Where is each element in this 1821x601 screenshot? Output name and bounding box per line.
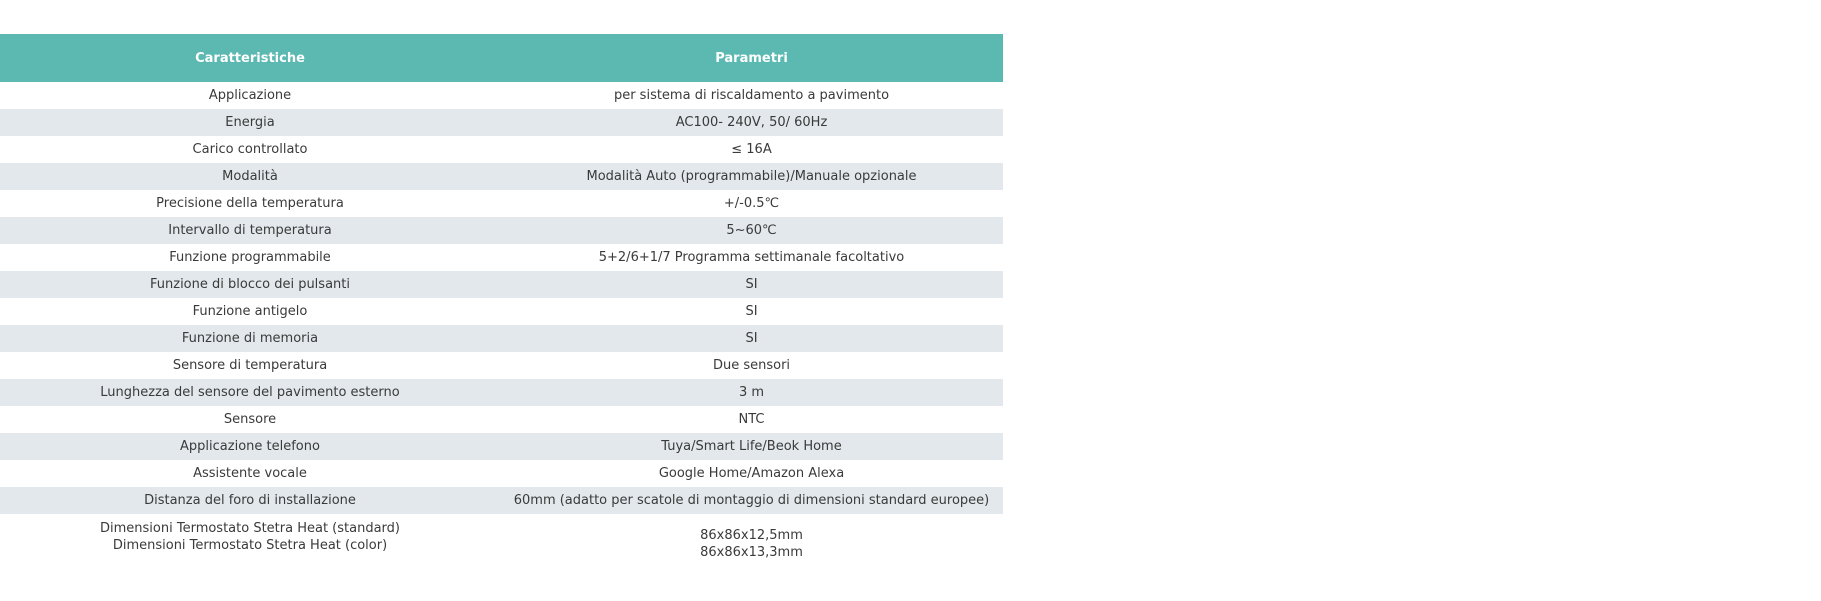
- feature-cell: Modalità: [222, 169, 278, 184]
- table-row: [0, 433, 1003, 460]
- parameter-cell: Google Home/Amazon Alexa: [658, 466, 845, 481]
- table-row: [0, 271, 1003, 298]
- spec-table: [0, 34, 1003, 560]
- feature-cell: Sensore di temperatura: [172, 358, 328, 373]
- feature-line: Dimensioni Termostato Stetra Heat (standard): [100, 521, 400, 536]
- parameter-cell: 60mm (adatto per scatole di montaggio di dimensioni standard europee): [513, 493, 990, 508]
- table-row: [0, 379, 1003, 406]
- feature-cell: Funzione programmabile: [169, 250, 331, 265]
- table-row: [0, 82, 1003, 109]
- table-row: [0, 217, 1003, 244]
- table-row: [0, 190, 1003, 217]
- feature-cell: Funzione antigelo: [192, 304, 308, 319]
- parameter-cell: SI: [745, 331, 758, 346]
- header-features: Caratteristiche: [195, 50, 305, 66]
- parameter-cell: per sistema di riscaldamento a pavimento: [613, 88, 890, 103]
- feature-cell: Sensore: [223, 412, 277, 427]
- feature-cell: [0, 520, 500, 554]
- feature-line: Dimensioni Termostato Stetra Heat (color): [112, 538, 388, 553]
- table-row: [0, 298, 1003, 325]
- parameter-cell: NTC: [738, 412, 765, 427]
- feature-cell: Assistente vocale: [193, 466, 307, 481]
- parameter-line: 86x86x13,3mm: [700, 545, 803, 560]
- table-row: [0, 325, 1003, 352]
- feature-cell: Intervallo di temperatura: [168, 223, 332, 238]
- table-row: [0, 163, 1003, 190]
- table-row: [0, 244, 1003, 271]
- table-row: [0, 136, 1003, 163]
- feature-cell: Lunghezza del sensore del pavimento esterno: [100, 385, 400, 400]
- table-row: [0, 460, 1003, 487]
- feature-cell: Funzione di blocco dei pulsanti: [150, 277, 350, 292]
- table-header: [0, 34, 1003, 82]
- parameter-line: 86x86x12,5mm: [700, 528, 803, 543]
- table-row: [0, 109, 1003, 136]
- feature-cell: Distanza del foro di installazione: [144, 493, 356, 508]
- parameter-cell: SI: [745, 277, 758, 292]
- table-row: [0, 487, 1003, 514]
- parameter-cell: 5+2/6+1/7 Programma settimanale facoltativo: [598, 250, 905, 265]
- header-parameters: Parametri: [715, 50, 788, 66]
- table-row: [0, 352, 1003, 379]
- feature-cell: Funzione di memoria: [181, 331, 319, 346]
- feature-cell: Applicazione telefono: [180, 439, 320, 454]
- parameter-cell: Modalità Auto (programmabile)/Manuale opzionale: [586, 169, 917, 184]
- parameter-cell: ≤ 16A: [731, 142, 772, 157]
- parameter-cell: AC100- 240V, 50/ 60Hz: [675, 115, 828, 130]
- parameter-cell: SI: [745, 304, 758, 319]
- table-row: [0, 406, 1003, 433]
- parameter-cell: Tuya/Smart Life/Beok Home: [661, 439, 842, 454]
- parameter-cell: 3 m: [738, 385, 765, 400]
- parameter-cell: Due sensori: [712, 358, 791, 373]
- feature-cell: Precisione della temperatura: [156, 196, 344, 211]
- parameter-cell: 5~60℃: [726, 223, 777, 238]
- parameter-cell: +/-0.5℃: [723, 196, 780, 211]
- table-row-dimensions: [0, 514, 1003, 560]
- feature-cell: Applicazione: [208, 88, 292, 103]
- parameter-cell: [500, 513, 1003, 561]
- feature-cell: Energia: [225, 115, 275, 130]
- feature-cell: Carico controllato: [192, 142, 308, 157]
